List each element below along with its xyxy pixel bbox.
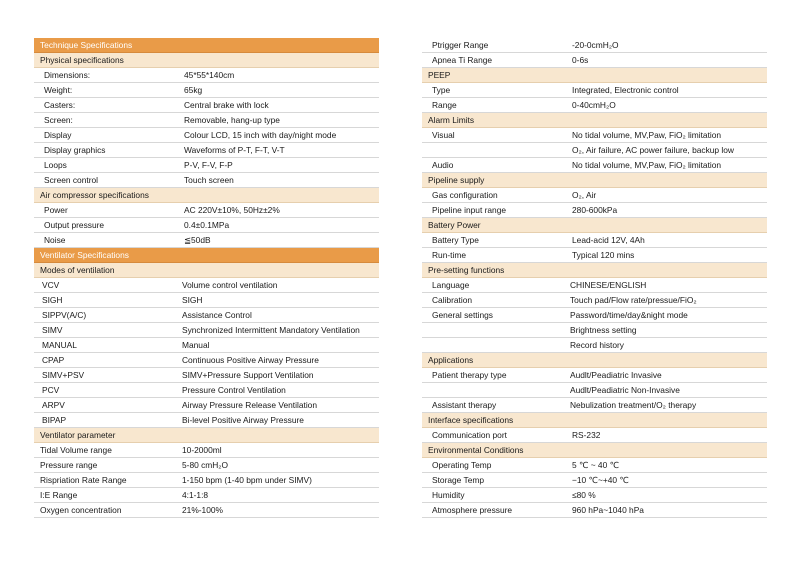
pipeline-header bbox=[422, 173, 767, 188]
mode-row bbox=[34, 308, 379, 323]
presetting-key: General settings bbox=[432, 310, 493, 320]
physical-specifications-header bbox=[34, 53, 379, 68]
physical-value: Touch screen bbox=[184, 175, 234, 185]
trigger-value: 0-6s bbox=[572, 55, 589, 65]
physical-key: Dimensions: bbox=[44, 70, 91, 80]
mode-row bbox=[34, 383, 379, 398]
interface-row bbox=[422, 428, 767, 443]
mode-key: MANUAL bbox=[42, 340, 77, 350]
presetting-value: Record history bbox=[570, 340, 624, 350]
mode-value: Airway Pressure Release Ventilation bbox=[182, 400, 317, 410]
air-compressor-row bbox=[34, 218, 379, 233]
air-compressor-key: Power bbox=[44, 205, 68, 215]
mode-value: Manual bbox=[182, 340, 210, 350]
mode-row bbox=[34, 353, 379, 368]
presetting-value: Password/time/day&night mode bbox=[570, 310, 688, 320]
environment-row bbox=[422, 473, 767, 488]
parameter-key: Rispriation Rate Range bbox=[40, 475, 127, 485]
mode-row bbox=[34, 398, 379, 413]
mode-row bbox=[34, 413, 379, 428]
air-compressor-value: AC 220V±10%, 50Hz±2% bbox=[184, 205, 280, 215]
parameter-key: I:E Range bbox=[40, 490, 78, 500]
mode-row bbox=[34, 368, 379, 383]
mode-value: Volume control ventilation bbox=[182, 280, 278, 290]
mode-row bbox=[34, 293, 379, 308]
physical-value: Colour LCD, 15 inch with day/night mode bbox=[184, 130, 337, 140]
battery-value: Lead-acid 12V, 4Ah bbox=[572, 235, 645, 245]
trigger-key: Apnea Ti Range bbox=[432, 55, 493, 65]
battery-key: Battery Type bbox=[432, 235, 479, 245]
application-value: Audlt/Peadiatric Non-Invasive bbox=[570, 385, 680, 395]
interface-header-label: Interface specifications bbox=[428, 415, 514, 425]
mode-row bbox=[34, 338, 379, 353]
mode-value: SIGH bbox=[182, 295, 203, 305]
air-compressor-row bbox=[34, 203, 379, 218]
physical-row bbox=[34, 158, 379, 173]
presetting-key: Language bbox=[432, 280, 470, 290]
modes-header-label: Modes of ventilation bbox=[40, 265, 115, 275]
air-compressor-value: 0.4±0.1MPa bbox=[184, 220, 230, 230]
ventilator-parameter-header bbox=[34, 428, 379, 443]
pipeline-value: 280-600kPa bbox=[572, 205, 618, 215]
peep-value: 0-40cmH₂O bbox=[572, 100, 616, 110]
alarm-key: Visual bbox=[432, 130, 455, 140]
battery-header-label: Battery Power bbox=[428, 220, 481, 230]
air-compressor-value: ≦50dB bbox=[184, 235, 211, 245]
physical-row bbox=[34, 173, 379, 188]
physical-row bbox=[34, 83, 379, 98]
alarm-value: O₂, Air failure, AC power failure, backup low bbox=[572, 145, 734, 155]
environment-value: 960 hPa~1040 hPa bbox=[572, 505, 644, 515]
interface-value: RS-232 bbox=[572, 430, 601, 440]
technique-specifications-header-label: Technique Specifications bbox=[40, 40, 133, 50]
pipeline-row bbox=[422, 203, 767, 218]
battery-value: Typical 120 mins bbox=[572, 250, 635, 260]
pipeline-key: Pipeline input range bbox=[432, 205, 507, 215]
environment-value: 5 ℃ ~ 40 ℃ bbox=[572, 460, 619, 470]
peep-header bbox=[422, 68, 767, 83]
physical-row bbox=[34, 128, 379, 143]
interface-key: Communication port bbox=[432, 430, 507, 440]
presetting-value: CHINESE/ENGLISH bbox=[570, 280, 647, 290]
air-compressor-row bbox=[34, 233, 379, 248]
trigger-row bbox=[422, 38, 767, 53]
ventilator-parameter-header-label: Ventilator parameter bbox=[40, 430, 116, 440]
mode-key: SIGH bbox=[42, 295, 63, 305]
battery-row bbox=[422, 248, 767, 263]
environment-key: Operating Temp bbox=[432, 460, 492, 470]
mode-value: Pressure Control Ventilation bbox=[182, 385, 286, 395]
parameter-value: 5-80 cmH₂O bbox=[182, 460, 229, 470]
mode-key: PCV bbox=[42, 385, 60, 395]
physical-value: 45*55*140cm bbox=[184, 70, 235, 80]
physical-key: Weight: bbox=[44, 85, 73, 95]
battery-key: Run-time bbox=[432, 250, 466, 260]
presetting-value: Brightness setting bbox=[570, 325, 637, 335]
interface-header bbox=[422, 413, 767, 428]
parameter-value: 10-2000ml bbox=[182, 445, 222, 455]
parameter-key: Oxygen concentration bbox=[40, 505, 122, 515]
application-key: Patient therapy type bbox=[432, 370, 507, 380]
alarm-value: No tidal volume, MV,Paw, FiO₂ limitation bbox=[572, 130, 722, 140]
air-compressor-header bbox=[34, 188, 379, 203]
air-compressor-header-label: Air compressor specifications bbox=[40, 190, 149, 200]
ventilator-specifications-header bbox=[34, 248, 379, 263]
physical-key: Casters: bbox=[44, 100, 76, 110]
trigger-row bbox=[422, 53, 767, 68]
application-row bbox=[422, 368, 767, 383]
parameter-row bbox=[34, 458, 379, 473]
physical-value: 65kg bbox=[184, 85, 203, 95]
pipeline-header-label: Pipeline supply bbox=[428, 175, 485, 185]
mode-key: BIPAP bbox=[42, 415, 67, 425]
parameter-key: Tidal Volume range bbox=[40, 445, 112, 455]
mode-key: CPAP bbox=[42, 355, 65, 365]
physical-value: Waveforms of P-T, F-T, V-T bbox=[184, 145, 285, 155]
physical-value: P-V, F-V, F-P bbox=[184, 160, 233, 170]
physical-key: Screen: bbox=[44, 115, 73, 125]
presetting-row bbox=[422, 293, 767, 308]
physical-row bbox=[34, 143, 379, 158]
mode-value: Bi-level Positive Airway Pressure bbox=[182, 415, 304, 425]
physical-key: Screen control bbox=[44, 175, 98, 185]
presetting-row bbox=[422, 278, 767, 293]
physical-value: Removable, hang-up type bbox=[184, 115, 280, 125]
physical-specifications-header-label: Physical specifications bbox=[40, 55, 124, 65]
peep-row bbox=[422, 83, 767, 98]
environment-row bbox=[422, 503, 767, 518]
mode-row bbox=[34, 323, 379, 338]
battery-header bbox=[422, 218, 767, 233]
pipeline-key: Gas configuration bbox=[432, 190, 498, 200]
physical-row bbox=[34, 98, 379, 113]
physical-key: Loops bbox=[44, 160, 67, 170]
mode-key: VCV bbox=[42, 280, 60, 290]
mode-key: SIMV+PSV bbox=[42, 370, 85, 380]
application-key: Assistant therapy bbox=[432, 400, 497, 410]
alarm-value: No tidal volume, MV,Paw, FiO₂ limitation bbox=[572, 160, 722, 170]
environment-key: Storage Temp bbox=[432, 475, 484, 485]
alarm-header-label: Alarm Limits bbox=[428, 115, 475, 125]
presetting-row bbox=[422, 338, 767, 353]
peep-header-label: PEEP bbox=[428, 70, 451, 80]
application-row bbox=[422, 383, 767, 398]
alarm-row bbox=[422, 128, 767, 143]
parameter-value: 1-150 bpm (1-40 bpm under SIMV) bbox=[182, 475, 312, 485]
left-spec-table bbox=[34, 38, 379, 518]
physical-value: Central brake with lock bbox=[184, 100, 269, 110]
physical-key: Display bbox=[44, 130, 72, 140]
right-spec-table bbox=[422, 38, 767, 518]
mode-key: SIMV bbox=[42, 325, 63, 335]
environment-key: Atmosphere pressure bbox=[432, 505, 513, 515]
mode-row bbox=[34, 278, 379, 293]
technique-specifications-header bbox=[34, 38, 379, 53]
alarm-row bbox=[422, 158, 767, 173]
presetting-row bbox=[422, 308, 767, 323]
parameter-key: Pressure range bbox=[40, 460, 98, 470]
parameter-row bbox=[34, 503, 379, 518]
application-value: Nebulization treatment/O₂ therapy bbox=[570, 400, 697, 410]
physical-row bbox=[34, 68, 379, 83]
presetting-value: Touch pad/Flow rate/pressue/FiO₂ bbox=[570, 295, 697, 305]
alarm-row bbox=[422, 143, 767, 158]
alarm-key: Audio bbox=[432, 160, 454, 170]
presetting-header-label: Pre-setting functions bbox=[428, 265, 505, 275]
parameter-row bbox=[34, 443, 379, 458]
environment-header bbox=[422, 443, 767, 458]
environment-key: Humidity bbox=[432, 490, 465, 500]
ventilator-specifications-header-label: Ventilator Specifications bbox=[40, 250, 129, 260]
environment-value: −10 ℃~+40 ℃ bbox=[572, 475, 629, 485]
application-value: Audlt/Peadiatric Invasive bbox=[570, 370, 662, 380]
environment-row bbox=[422, 458, 767, 473]
parameter-row bbox=[34, 473, 379, 488]
peep-row bbox=[422, 98, 767, 113]
parameter-row bbox=[34, 488, 379, 503]
parameter-value: 21%-100% bbox=[182, 505, 223, 515]
environment-row bbox=[422, 488, 767, 503]
trigger-value: -20-0cmH₂O bbox=[572, 40, 619, 50]
presetting-row bbox=[422, 323, 767, 338]
physical-key: Display graphics bbox=[44, 145, 106, 155]
peep-value: Integrated, Electronic control bbox=[572, 85, 679, 95]
battery-row bbox=[422, 233, 767, 248]
mode-key: ARPV bbox=[42, 400, 65, 410]
applications-header bbox=[422, 353, 767, 368]
trigger-key: Ptrigger Range bbox=[432, 40, 489, 50]
mode-value: Assistance Control bbox=[182, 310, 252, 320]
presetting-header bbox=[422, 263, 767, 278]
air-compressor-key: Noise bbox=[44, 235, 66, 245]
mode-value: Synchronized Intermittent Mandatory Ventilation bbox=[182, 325, 360, 335]
environment-value: ≤80 % bbox=[572, 490, 596, 500]
mode-key: SIPPV(A/C) bbox=[42, 310, 87, 320]
environment-header-label: Environmental Conditions bbox=[428, 445, 524, 455]
alarm-header bbox=[422, 113, 767, 128]
presetting-key: Calibration bbox=[432, 295, 473, 305]
application-row bbox=[422, 398, 767, 413]
peep-key: Type bbox=[432, 85, 451, 95]
peep-key: Range bbox=[432, 100, 457, 110]
parameter-value: 4:1-1:8 bbox=[182, 490, 209, 500]
air-compressor-key: Output pressure bbox=[44, 220, 105, 230]
mode-value: SIMV+Pressure Support Ventilation bbox=[182, 370, 314, 380]
mode-value: Continuous Positive Airway Pressure bbox=[182, 355, 319, 365]
physical-row bbox=[34, 113, 379, 128]
pipeline-row bbox=[422, 188, 767, 203]
modes-header bbox=[34, 263, 379, 278]
pipeline-value: O₂, Air bbox=[572, 190, 597, 200]
applications-header-label: Applications bbox=[428, 355, 474, 365]
